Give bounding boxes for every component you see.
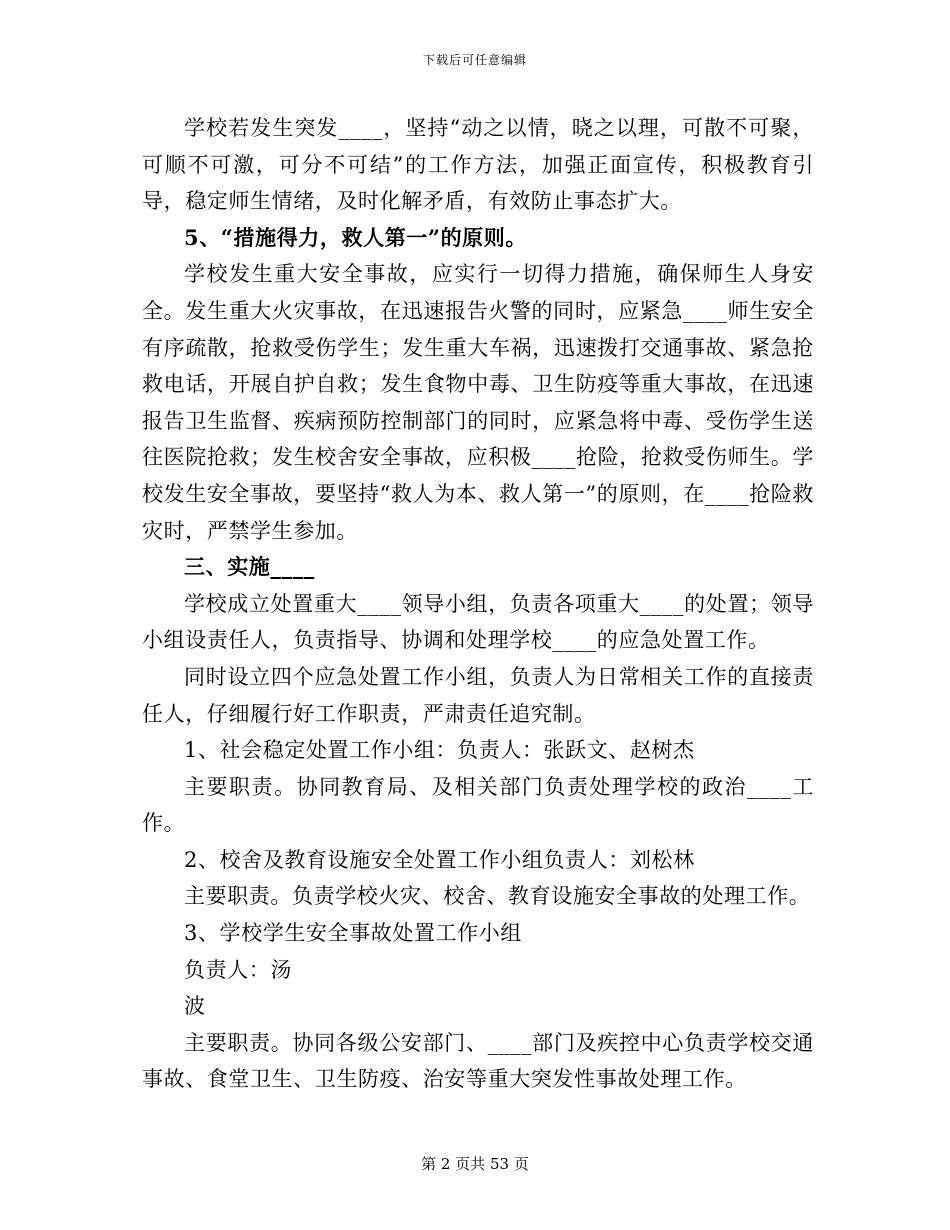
group-2-heading: 2、校舍及教育设施安全处置工作小组负责人：刘松林: [184, 847, 695, 872]
paragraph-working-groups: 同时设立四个应急处置工作小组，负责人为日常相关工作的直接责任人，仔细履行好工作职责，严肃责任追究制。: [142, 664, 814, 726]
paragraph-rescue-measures: 学校发生重大安全事故，应实行一切得力措施，确保师生人身安全。发生重大火灾事故，在迅速报告火警的同时，应紧急____师生安全有序疏散，抢救受伤学生；发生重大车祸，迅速拨打交通事故、紧急抢救电话，开展自护自救；发生食物中毒、卫生防疫等重大事故，在迅速报告卫生监督、疾病预防控制部门的同时，应紧急将中毒、受伤学生送往医院抢救；发生校舍安全事故，应积极____抢险，抢救受伤师生。学校发生安全事故，要坚持“救人为本、救人第一”的原则，在____抢险救灾时，严禁学生参加。: [142, 262, 814, 543]
page-header: 下载后可任意编辑: [422, 53, 527, 67]
paragraph-emergency-method: 学校若发生突发____，坚持“动之以情，晓之以理，可散不可聚，可顺不可激，可分不可结”的工作方法，加强正面宣传，积极教育引导，稳定师生情绪，及时化解矛盾，有效防止事态扩大。: [142, 116, 814, 214]
group-2-duties: 主要职责。负责学校火灾、校舍、教育设施安全事故的处理工作。: [184, 884, 811, 909]
document-body: [142, 110, 814, 1098]
group-3-heading: 3、学校学生安全事故处置工作小组: [184, 921, 522, 946]
group-1-heading: 1、社会稳定处置工作小组：负责人：张跃文、赵树杰: [184, 738, 695, 763]
group-1-duties: 主要职责。协同教育局、及相关部门负责处理学校的政治____工作。: [142, 774, 814, 836]
group-3-leader-name: 波: [184, 994, 206, 1019]
group-3-leader-label: 负责人：汤: [184, 957, 292, 982]
page-number: 第 2 页共 53 页: [421, 1155, 529, 1173]
paragraph-leadership-group: 学校成立处置重大____领导小组，负责各项重大____的处置；领导小组设责任人，负责指导、协调和处理学校____的应急处置工作。: [142, 591, 814, 653]
group-3-duties: 主要职责。协同各级公安部门、____部门及疾控中心负责学校交通事故、食堂卫生、卫生防疫、治安等重大突发性事故处理工作。: [142, 1030, 814, 1092]
section-heading-principle-5: 5、“措施得力，救人第一”的原则。: [184, 224, 527, 250]
section-heading-implementation: 三、实施____: [184, 554, 315, 580]
